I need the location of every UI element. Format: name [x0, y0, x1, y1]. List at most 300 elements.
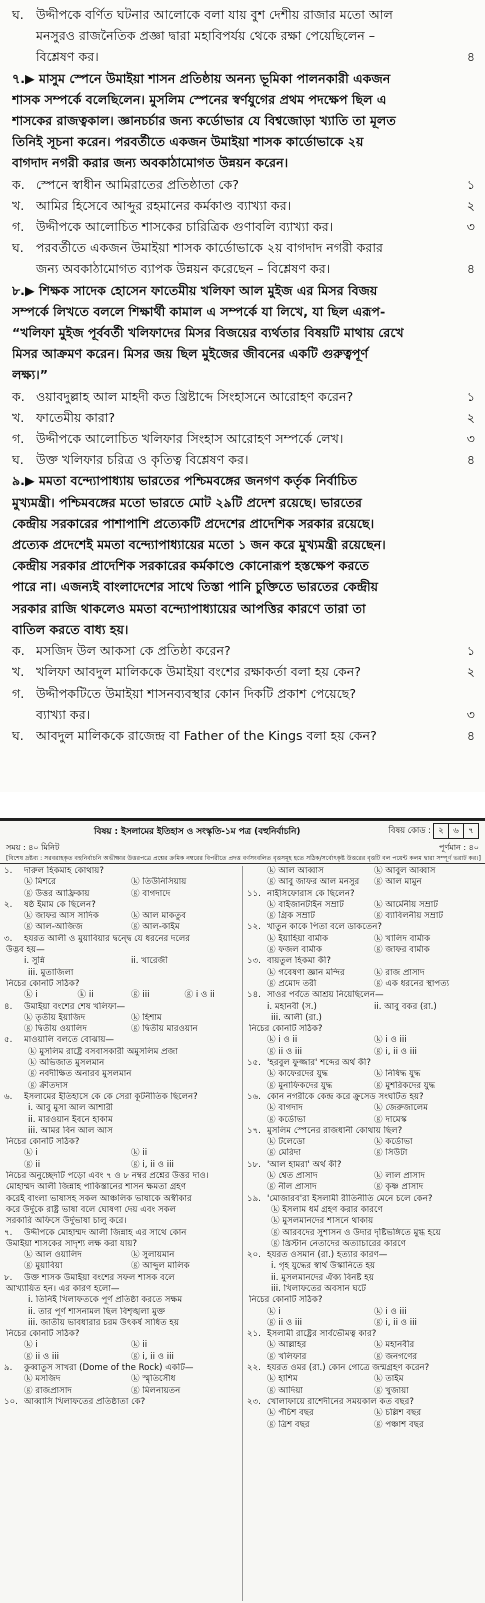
option: ⓚ পঁচিশ বছর: [267, 1408, 314, 1419]
text-line: শাসক সম্পর্কে বলেছিলেন। মুসলিম স্পেনের স্বর্ণযুগের প্রথম পদক্ষেপ ছিল এ: [12, 91, 387, 107]
option-row: [247, 1081, 481, 1092]
option-row: [247, 1318, 481, 1329]
question-text: ষষ্ঠ ইমাম কে ছিলেন?: [24, 899, 96, 910]
question-text: আব্বাসি খিলাফতের প্রতিষ্ঠাতা কে?: [24, 1396, 146, 1407]
question-number: ১৭.: [247, 1125, 261, 1136]
option-row: [247, 1137, 481, 1148]
option: ⓚ আল মাকতুব: [131, 911, 186, 922]
q9-item: [12, 661, 475, 682]
statement: ⓚ মুসলমানদের শাসনে থাকায়: [271, 1216, 374, 1227]
question-number: ১.: [4, 866, 13, 876]
statement: ⓖ ক্রীতদাস: [28, 1080, 69, 1091]
item-label: খ.: [12, 197, 25, 213]
text-line: ৮.▶ শিক্ষক সাদেক হোসেন ফাতেমীয় খলিফা আল মুইজ এর মিসর বিজয়: [12, 282, 378, 298]
item-mark: ৩: [466, 219, 475, 235]
question-text: দারুল হিকমাহ কোথায়?: [24, 866, 104, 876]
option: ⓖ i, ii ও iii: [374, 1046, 417, 1057]
statement: ⓖ নবদীক্ষিত অনারব মুসলমান: [28, 1069, 132, 1080]
prompt-text: করেই বাংলা ভাষাসহ সকল আঞ্চলিক ভাষাকে অস্বীকার: [6, 1193, 192, 1204]
option: ⓖ ii ও iii: [24, 1351, 60, 1362]
option-row: [4, 1024, 238, 1035]
q7-item: [12, 195, 475, 216]
mcq-question: [4, 1035, 238, 1046]
option-row: [4, 911, 238, 922]
mcq-question: [247, 1250, 481, 1261]
option: ⓖ আবু জাফর আল মনসুর: [267, 877, 360, 888]
item-mark: ২: [466, 664, 475, 680]
prompt-text: নিচের কোনটি সঠিক?: [6, 1137, 80, 1148]
option: ⓚ i: [24, 1148, 38, 1159]
q7-gha: [12, 237, 475, 258]
q6-gha: [12, 4, 475, 25]
q9-ga-end: [12, 704, 475, 725]
option: ⓖ পঞ্চাশ বছর: [374, 1419, 424, 1430]
option-row: [4, 877, 238, 888]
item-mark: [459, 683, 475, 704]
question-text: 'আল হামরা' অর্থ কী?: [267, 1159, 342, 1170]
option: ⓖ খলিফার: [267, 1351, 307, 1362]
item-text: উক্ত খলিফার চরিত্র ও কৃতিত্ব বিশ্লেষণ কর।: [36, 452, 249, 468]
item-label: ক.: [12, 388, 25, 404]
option-row: [4, 1148, 238, 1159]
item-text: খলিফা আবদুল মালিককে উমাইয়া বংশের রক্ষাকর্তা বলা হয় কেন?: [36, 664, 361, 680]
mcq-question: [4, 1092, 238, 1103]
option: ⓚ লাল প্রাসাদ: [374, 1171, 425, 1182]
statement: i. আবু মুসা আল আশারী: [28, 1103, 114, 1114]
option: ⓖ ত্রিশ বছর: [267, 1419, 310, 1430]
q8-item: [12, 407, 475, 428]
option: ⓚ গবেষণা জ্ঞান মন্দির: [267, 967, 345, 978]
question-text: বায়তুল হিকমা কী?: [267, 956, 331, 967]
option-row: [4, 1374, 238, 1385]
question-text: ইসলামের ইতিহাসে কে কে সেরা কূটনীতিক ছিলেন?: [24, 1091, 198, 1102]
option: ⓖ কৃষ্ণ প্রাসাদ: [374, 1182, 424, 1193]
item-mark: ৪: [466, 49, 475, 65]
option: ⓖ কর্ডোভা: [267, 1114, 306, 1125]
text-line: শাসকের রাজত্বকাল। জ্ঞানচর্চার জন্য কর্ডোভার যে বিশ্বজোড়া খ্যাতি তা মূলত: [12, 113, 396, 129]
prompt-text: আখ্যায়িত হন। এর কারণ হলো—: [6, 1283, 120, 1294]
option: ⓚ ইয়াহিয়া বার্মাক: [267, 933, 329, 944]
text-line: “খলিফা মুইজ পূর্ববর্তী খলিফাদের মিসর বিজয়ের ব্যর্থতার বিষয়টি মাথায় রেখে: [12, 325, 404, 341]
prompt-text: নিচের কোনটি সঠিক?: [6, 1329, 80, 1340]
question-text: 'মোজারব'রা ইসলামী রীতিনীতি মেনে চলে কেন?: [267, 1193, 433, 1204]
option: ⓚ স্মৃতিসৌধ: [131, 1374, 176, 1385]
question-number: ২২.: [247, 1363, 261, 1374]
question-number: ২.: [4, 899, 13, 910]
text-line: মুখ্যমন্ত্রী। পশ্চিমবঙ্গের মতো ভারতে মোট ২৯টি প্রদেশ রয়েছে। ভারতের: [12, 494, 362, 510]
option-row: [247, 1047, 481, 1058]
option: ⓚ ii: [131, 1148, 148, 1159]
item-mark: ৩: [466, 706, 475, 722]
option: ⓖ জাফর বার্মাক: [374, 945, 430, 956]
q9-gha: [12, 725, 475, 746]
option: ⓖ নীল প্রাসাদ: [267, 1182, 317, 1193]
question-number: ১৬.: [247, 1091, 261, 1102]
option: ⓚ তৃতীয় ইয়াজিদ: [24, 1012, 86, 1023]
item-text: ব্যাখ্যা কর।: [36, 706, 91, 722]
option: ⓚ টলেডো: [267, 1137, 306, 1148]
prompt-text: করে উর্দুকে রাষ্ট্র ভাষা বলে ঘোষণা দেয় এবং সকল: [6, 1204, 177, 1215]
option-row: [4, 889, 238, 900]
option: ⓖ আল-আজিজ: [24, 922, 83, 933]
mcq-sheet: [0, 818, 485, 1603]
mcq-question: [247, 889, 481, 900]
mcq-question: [247, 1329, 481, 1340]
question-number: ৩.: [4, 933, 13, 944]
option-row: [247, 1002, 481, 1013]
question-text: খাতুন কাকে পিতা বলে ডাকতেন?: [267, 922, 382, 933]
time-label: সময় : ৪০ মিনিট: [6, 843, 60, 852]
statement: iii. মুতাজিলা: [28, 967, 74, 978]
option: ⓖ আল মামুন: [374, 877, 422, 888]
option-row: [4, 1013, 238, 1024]
question-number: ১০.: [4, 1396, 18, 1407]
question-number: ২০.: [247, 1250, 261, 1261]
prompt-text: সরকারি অফিসে উর্দুভাষা চালু করে।: [6, 1216, 127, 1227]
item-mark: ৪: [466, 261, 475, 277]
option: ⓚ ii: [77, 990, 94, 1001]
q6-gha-end: [12, 46, 475, 67]
item-mark: ২: [466, 409, 475, 425]
option: ⓖ মেরিদা: [267, 1148, 301, 1159]
text-line: বাগদাদ নগরী করার জন্য অবকাঠামোগত উন্নয়ন করেন।: [12, 155, 289, 171]
question-text: কোন নগরীকে কেন্দ্র করে ক্রুসেড সংঘটিত হয়?: [267, 1091, 424, 1102]
text-line: ৯.▶ মমতা বন্দ্যোপাধ্যায় ভারতের পশ্চিমবঙ্গের জনগণ কর্তৃক নির্বাচিত: [12, 473, 358, 489]
question-number: ১৪.: [247, 990, 261, 1001]
question-number: ১১.: [247, 888, 261, 899]
text-line: প্রত্যেক প্রদেশেই মমতা বন্দ্যোপাধ্যায়ের মতো ১ জন করে মুখ্যমন্ত্রী রয়েছেন।: [12, 537, 386, 553]
option: ⓚ বাগদাদ: [267, 1103, 303, 1114]
option: ⓖ দ্বিতীয় ওয়ালিদ: [24, 1024, 87, 1035]
prompt-text: উমাইয়া শাসকের সাদৃশ্য লক্ষ করা যায়?: [6, 1238, 138, 1249]
option: i. সুন্নি: [24, 956, 45, 967]
mcq-question: [4, 1363, 238, 1374]
question-number: ১৮.: [247, 1159, 261, 1170]
page-separator: [0, 792, 485, 818]
option-row: [4, 1160, 238, 1171]
written-questions-page: [0, 0, 485, 792]
subject-title: বিষয় : ইসলামের ইতিহাস ও সংস্কৃতি-১ম পত্র (বহুনির্বাচনি): [94, 826, 301, 837]
option: ⓚ আল ওয়ালিদ: [24, 1250, 82, 1261]
question-text: মাওয়ালি বলতে বোঝায়—: [24, 1035, 114, 1046]
option: ⓚ সুলায়মান: [131, 1250, 175, 1261]
prompt-text: মোহাম্মদ আলী জিন্নাহ পাকিস্তানের শাসন ক্ষমতা গ্রহণ: [6, 1182, 186, 1193]
option: ⓚ চল্লিশ বছর: [374, 1408, 422, 1419]
option: ⓚ আর্মেনীয় সম্রাট: [374, 899, 438, 910]
item-text: উদ্দীপকে আলোচিত শাসকের চারিত্রিক গুণাবলি ব্যাখ্যা কর।: [36, 219, 334, 235]
code-digit: ৭: [463, 823, 479, 839]
sheet-meta: [0, 841, 485, 854]
item-text: আমির হিসেবে আব্দুর রহমানের কর্মকাণ্ড ব্যাখ্যা কর।: [36, 197, 292, 213]
option: ⓖ সিউটা: [374, 1148, 408, 1159]
option: ⓚ জাফর আস সাদিক: [24, 911, 99, 922]
question-text: সাওর পর্বতে আশ্রয় নিয়েছিলেন—: [267, 990, 384, 1001]
option: ⓖ i, ii ও iii: [374, 1317, 417, 1328]
option: ⓚ খালিদ বার্মাক: [374, 933, 431, 944]
mcq-question: [247, 1058, 481, 1069]
mcq-question: [247, 990, 481, 1001]
item-text: মসজিদ উল আকসা কে প্রতিষ্ঠা করেন?: [36, 643, 231, 659]
option: ⓚ আল্লাহর: [267, 1340, 307, 1351]
option: ⓖ বাগদাদে: [131, 888, 171, 899]
option-row: [4, 922, 238, 933]
option: ⓖ i, ii ও iii: [131, 1159, 174, 1170]
prompt-text: নিচের কোনটি সঠিক?: [249, 1024, 323, 1035]
option-row: [4, 956, 238, 967]
option: ⓚ i: [24, 990, 38, 1001]
text-line: পারে না। এজন্যই বাংলাদেশের সাথে তিস্তা পানি চুক্তিতে ভারতের কেন্দ্রীয়: [12, 579, 379, 595]
option-row: [247, 1148, 481, 1159]
item-label: ঘ.: [12, 240, 24, 256]
option: ⓚ শ্বেত প্রাসাদ: [267, 1171, 318, 1182]
option: ⓚ i ও iii: [374, 1306, 407, 1317]
option-row: [247, 911, 481, 922]
option-row: [247, 1307, 481, 1318]
item-label: ক.: [12, 643, 25, 659]
question-number: ৯.: [4, 1363, 13, 1374]
item-label: গ.: [12, 685, 25, 701]
item-text: জন্য অবকাঠামোগত ব্যাপক উন্নয়ন করেছেন – বিশ্লেষণ কর।: [36, 261, 331, 277]
option: ⓖ আদিয়া: [267, 1385, 303, 1396]
option: ⓖ ফজল বার্মাক: [267, 945, 322, 956]
option-row: [4, 1352, 238, 1363]
mcq-question: [247, 1092, 481, 1103]
statement: ii. মুসলমানদের ঐক্য বিনষ্ট হয়: [271, 1272, 374, 1283]
item-label: ঘ.: [12, 452, 24, 468]
option: ⓚ i ও iii: [374, 1035, 407, 1046]
question-text: নাইসিফোরাস কে ছিলেন?: [267, 888, 355, 899]
option: ⓖ আব্দুল মালিক: [131, 1261, 190, 1272]
text-line: লক্ষ্য।”: [12, 367, 49, 383]
statement: iii. জাতীয় ভাবধারার চরম উৎকর্ষ সাধিত হয়: [28, 1317, 180, 1328]
item-mark: ৪: [466, 452, 475, 468]
mcq-question: [4, 866, 238, 877]
statement: iii. খিলাফতের অবসান ঘটে: [271, 1283, 366, 1294]
text-line: মিসর আক্রমণ করেন। মিসর জয় ছিল মুইজের জীবনের একটি গুরুত্বপূর্ণ: [12, 346, 369, 362]
option: ⓚ মিশরে: [24, 877, 56, 888]
item-mark: ৪: [466, 727, 475, 743]
option: ⓖ প্রমোদ তরী: [267, 978, 317, 989]
question-text: উক্ত শাসক উমাইয়া বংশের সফল শাসক বলে: [24, 1272, 175, 1283]
option-row: [247, 1103, 481, 1114]
item-text: উদ্দীপকটিতে উমাইয়া শাসনব্যবস্থার কোন দিকটি প্রকাশ পেয়েছে?: [36, 685, 357, 701]
option-row: [247, 1408, 481, 1419]
question-number: ৫.: [4, 1035, 13, 1046]
option-row: [247, 934, 481, 945]
option: ⓖ খুজায়া: [374, 1385, 409, 1396]
question-number: ১৫.: [247, 1058, 261, 1069]
option: ⓖ আল-কাইম: [131, 922, 180, 933]
question-text: হযরত ওসমান (রা.) হত্যার কারণ—: [267, 1250, 388, 1261]
option: ⓖ i ও ii: [184, 990, 215, 1001]
option: ⓚ বাইজানটাইন সম্রাট: [267, 899, 344, 910]
text-line: সরকার রাজি থাকলেও মমতা বন্দ্যোপাধ্যায়ের আপত্তির কারণে তারা তা: [12, 600, 366, 616]
q7-item: [12, 174, 475, 195]
item-text: পরবর্তীতে একজন উমাইয়া শাসক কার্ডোভাকে ২য় বাগদাদ নগরী করার: [36, 240, 383, 256]
question-text: উমাইয়া বংশের শেষ খলিফা—: [24, 1001, 126, 1012]
option: ⓖ গ্রিক সম্রাট: [267, 911, 315, 922]
question-text: হযরত ওমর (রা.) কোন গোত্রে জন্মগ্রহণ করেন?: [267, 1363, 430, 1374]
text-line: সম্পর্কে লিখতে বললে শিক্ষার্থী কামাল এ সম্পর্কে যা লিখে, যা ছিল এরূপ-: [12, 303, 386, 319]
statement: ii. তার পূর্ণ শাসনামল ছিল বিশৃঙ্খলা মুক্ত: [28, 1306, 166, 1317]
option: ⓚ মহানবীর: [374, 1340, 415, 1351]
mcq-column-right: [243, 866, 481, 1601]
question-number: ১২.: [247, 922, 261, 933]
option: ⓖ i, ii ও iii: [131, 1351, 174, 1362]
item-mark: ১: [466, 643, 475, 659]
item-label: গ.: [12, 219, 25, 235]
q9-item: [12, 683, 475, 704]
option: ⓖ মুনাফিকদের যুদ্ধ: [267, 1080, 333, 1091]
option: ⓖ রাজপ্রাসাদ: [24, 1385, 72, 1396]
mcq-question: [247, 1397, 481, 1408]
option: ⓖ মুয়াবিয়া: [24, 1261, 63, 1272]
option: ⓚ নিষিদ্ধ যুদ্ধ: [374, 1069, 421, 1080]
item-text: ওয়াবদুল্লাহ আল মাহদী কত খ্রিষ্টাব্দে সিংহাসনে আরোহণ করেন?: [36, 388, 354, 404]
item-mark: ১: [466, 176, 475, 192]
option: ⓚ হিশাম: [131, 1012, 162, 1023]
option: ⓖ iii: [131, 990, 150, 1001]
item-mark: ২: [466, 197, 475, 213]
option: ⓖ জনগণের: [374, 1351, 418, 1362]
option: ii. আবু বকর (রা.): [374, 1001, 437, 1012]
question-text: উদ্দীপকে মোহাম্মদ আলী জিন্নাহ এর সাথে কোন: [24, 1227, 187, 1238]
statement: iii. আমর বিন আল আস: [28, 1125, 113, 1136]
option: ⓚ ii: [131, 1340, 148, 1351]
question-number: ২১.: [247, 1329, 261, 1340]
question-text: খোলাফায়ে রাশেদীনের সময়কাল কত বছর?: [267, 1396, 414, 1407]
option: ⓚ কর্ডোভা: [374, 1137, 413, 1148]
item-label: ঘ.: [12, 727, 24, 743]
option-row: [247, 1374, 481, 1385]
mcq-column-left: [4, 866, 243, 1601]
option: i. মহানবী (স.): [267, 1001, 317, 1012]
q8-item: [12, 449, 475, 470]
statement: ⓚ অভিজাত মুসলমান: [28, 1058, 105, 1069]
option-row: [247, 866, 481, 877]
code-digit: ৬: [448, 823, 464, 839]
option: ⓚ তাইম: [374, 1374, 404, 1385]
option-row: [247, 1069, 481, 1080]
text-line: কেন্দ্রীয় সরকার প্রাদেশিক সরকারের কর্মকাণ্ডে কোনোরূপ হস্তক্ষেপ করতে: [12, 558, 369, 574]
item-label: গ.: [12, 431, 25, 447]
q8-item: [12, 428, 475, 449]
statement: i. গৃহ যুদ্ধের স্বার্থ উস্কানিতে হয়: [271, 1261, 376, 1272]
item-text: ফাতেমীয় কারা?: [36, 409, 116, 425]
option: ⓚ জেরুজালেম: [374, 1103, 428, 1114]
item-label: ক.: [12, 176, 25, 192]
mcq-question: [247, 1194, 481, 1205]
mcq-question: [247, 956, 481, 967]
item-label: খ.: [12, 664, 25, 680]
option: ⓖ দামেস্ক: [374, 1114, 407, 1125]
mcq-question: [247, 1126, 481, 1137]
mcq-question: [4, 1002, 238, 1013]
option-row: [247, 877, 481, 888]
q7-item: [12, 216, 475, 237]
option-row: [247, 1035, 481, 1046]
prompt-text: নিচের কোনটি সঠিক?: [6, 978, 80, 989]
option: ⓖ এক ধরনের স্থাপত্য: [374, 978, 450, 989]
statement: ⓚ ইসলাম ধর্ম গ্রহণ করার কারণে: [271, 1204, 383, 1215]
text-line: মনসুরও রাজনৈতিক প্রজ্ঞা দ্বারা মহাবিপর্যয় থেকে রক্ষা পেয়েছিলেন –: [36, 28, 376, 44]
item-mark: ৩: [466, 431, 475, 447]
option-row: [247, 979, 481, 990]
item-label: খ.: [12, 409, 25, 425]
option: ⓚ হাশিম: [267, 1374, 298, 1385]
option-row: [4, 1386, 238, 1397]
option: ⓚ মসজিদ: [24, 1374, 61, 1385]
option: ⓚ আবুল আব্বাস: [374, 866, 436, 876]
mcq-question: [4, 934, 238, 945]
mcq-question: [247, 922, 481, 933]
statement: ⓚ মুসলিম রাষ্ট্রে বসবাসকারী অমুসলিম প্রজা: [28, 1046, 178, 1057]
option-row: [247, 1115, 481, 1126]
q8-item: [12, 386, 475, 407]
option: ⓖ মিলনায়তন: [131, 1385, 181, 1396]
mcq-question: [247, 1160, 481, 1171]
item-text: আবদুল মালিককে রাজেন্দ্র বা Father of the Kings বলা হয় কেন?: [36, 727, 377, 743]
subject-code-box: [434, 823, 479, 839]
option-row: [247, 945, 481, 956]
option: ⓖ ii ও iii: [267, 1317, 303, 1328]
option-row: [247, 1352, 481, 1363]
prompt-text: নিচের কোনটি সঠিক?: [249, 1295, 323, 1306]
text-line: বাতিল করতে বাধ্য হয়।: [12, 621, 129, 637]
question-number: ৪.: [4, 1001, 13, 1012]
option: ⓚ i: [267, 1306, 281, 1317]
option: ⓖ ii: [24, 1159, 41, 1170]
option: ⓖ দ্বিতীয় মারওয়ান: [131, 1024, 198, 1035]
sheet-header: [0, 821, 485, 841]
statement: ⓖ খ্রিস্টান নেতাদের অত্যাচারের কারণে: [271, 1238, 406, 1249]
mcq-question: [4, 900, 238, 911]
text-line: কেন্দ্রীয় সরকারের পাশাপাশি প্রত্যেকটি প্রদেশের প্রাদেশিক সরকার রয়েছে।: [12, 515, 375, 531]
q7-gha-end: [12, 258, 475, 279]
option: ⓖ উত্তর আফ্রিকায়: [24, 888, 90, 899]
question-number: ১৯.: [247, 1193, 261, 1204]
q9-item: [12, 640, 475, 661]
instructions: [বিশেষ দ্রষ্টব্য : সরবরাহকৃত বহুনির্বাচনি অভীক্ষার উত্তরপত্রে প্রশ্নের ক্রমিক নম্বরের বিপরীতে প্রদত্ত বর্ণসংবলিত বৃত্তসমূহ হতে সঠিক/সর্বোৎকৃষ্ট উত্তরের বৃত্তটি বল পয়েন্ট কলম দ্বারা সম্পূর্ণ ভরাট কর।]: [0, 854, 485, 864]
option: ⓖ ব্যাবিলনীয় সম্রাট: [374, 911, 444, 922]
question-number: ২৩.: [247, 1396, 261, 1407]
option-row: [4, 990, 238, 1001]
mcq-question: [4, 1273, 238, 1284]
option-row: [247, 1171, 481, 1182]
prompt-text: উদ্ভব হয়—: [6, 945, 45, 956]
question-number: ৮.: [4, 1272, 13, 1283]
statement: i. তিনিই খিলাফতকে পূর্ণ প্রতিষ্ঠা করতে সক্ষম: [28, 1295, 183, 1306]
option-row: [4, 1340, 238, 1351]
item-text: স্পেনে স্বাধীন আমিরাতের প্রতিষ্ঠাতা কে?: [36, 176, 239, 192]
item-mark: ১: [466, 388, 475, 404]
question-text: মুসলিম স্পেনের রাজধানী কোথায় ছিল?: [267, 1125, 403, 1136]
item-label: ঘ.: [12, 7, 24, 22]
option: ⓚ তিউনিসিয়ায়: [131, 877, 187, 888]
question-number: ৭.: [4, 1227, 13, 1238]
question-text: 'হরবুল ফুজ্জার' শব্দের অর্থ কী?: [267, 1058, 371, 1069]
option-row: [247, 900, 481, 911]
option-row: [247, 1182, 481, 1193]
option: ⓖ মুশরিকদের যুদ্ধ: [374, 1080, 436, 1091]
option-row: [247, 968, 481, 979]
option: ⓚ কাফেরদের যুদ্ধ: [267, 1069, 328, 1080]
item-text: বিশ্লেষণ কর।: [36, 49, 99, 65]
full-marks-label: পূর্ণমান : ৪০: [439, 843, 479, 852]
question-number: ৬.: [4, 1091, 13, 1102]
mcq-question: [4, 1397, 238, 1408]
code-digit: ২: [433, 823, 449, 839]
